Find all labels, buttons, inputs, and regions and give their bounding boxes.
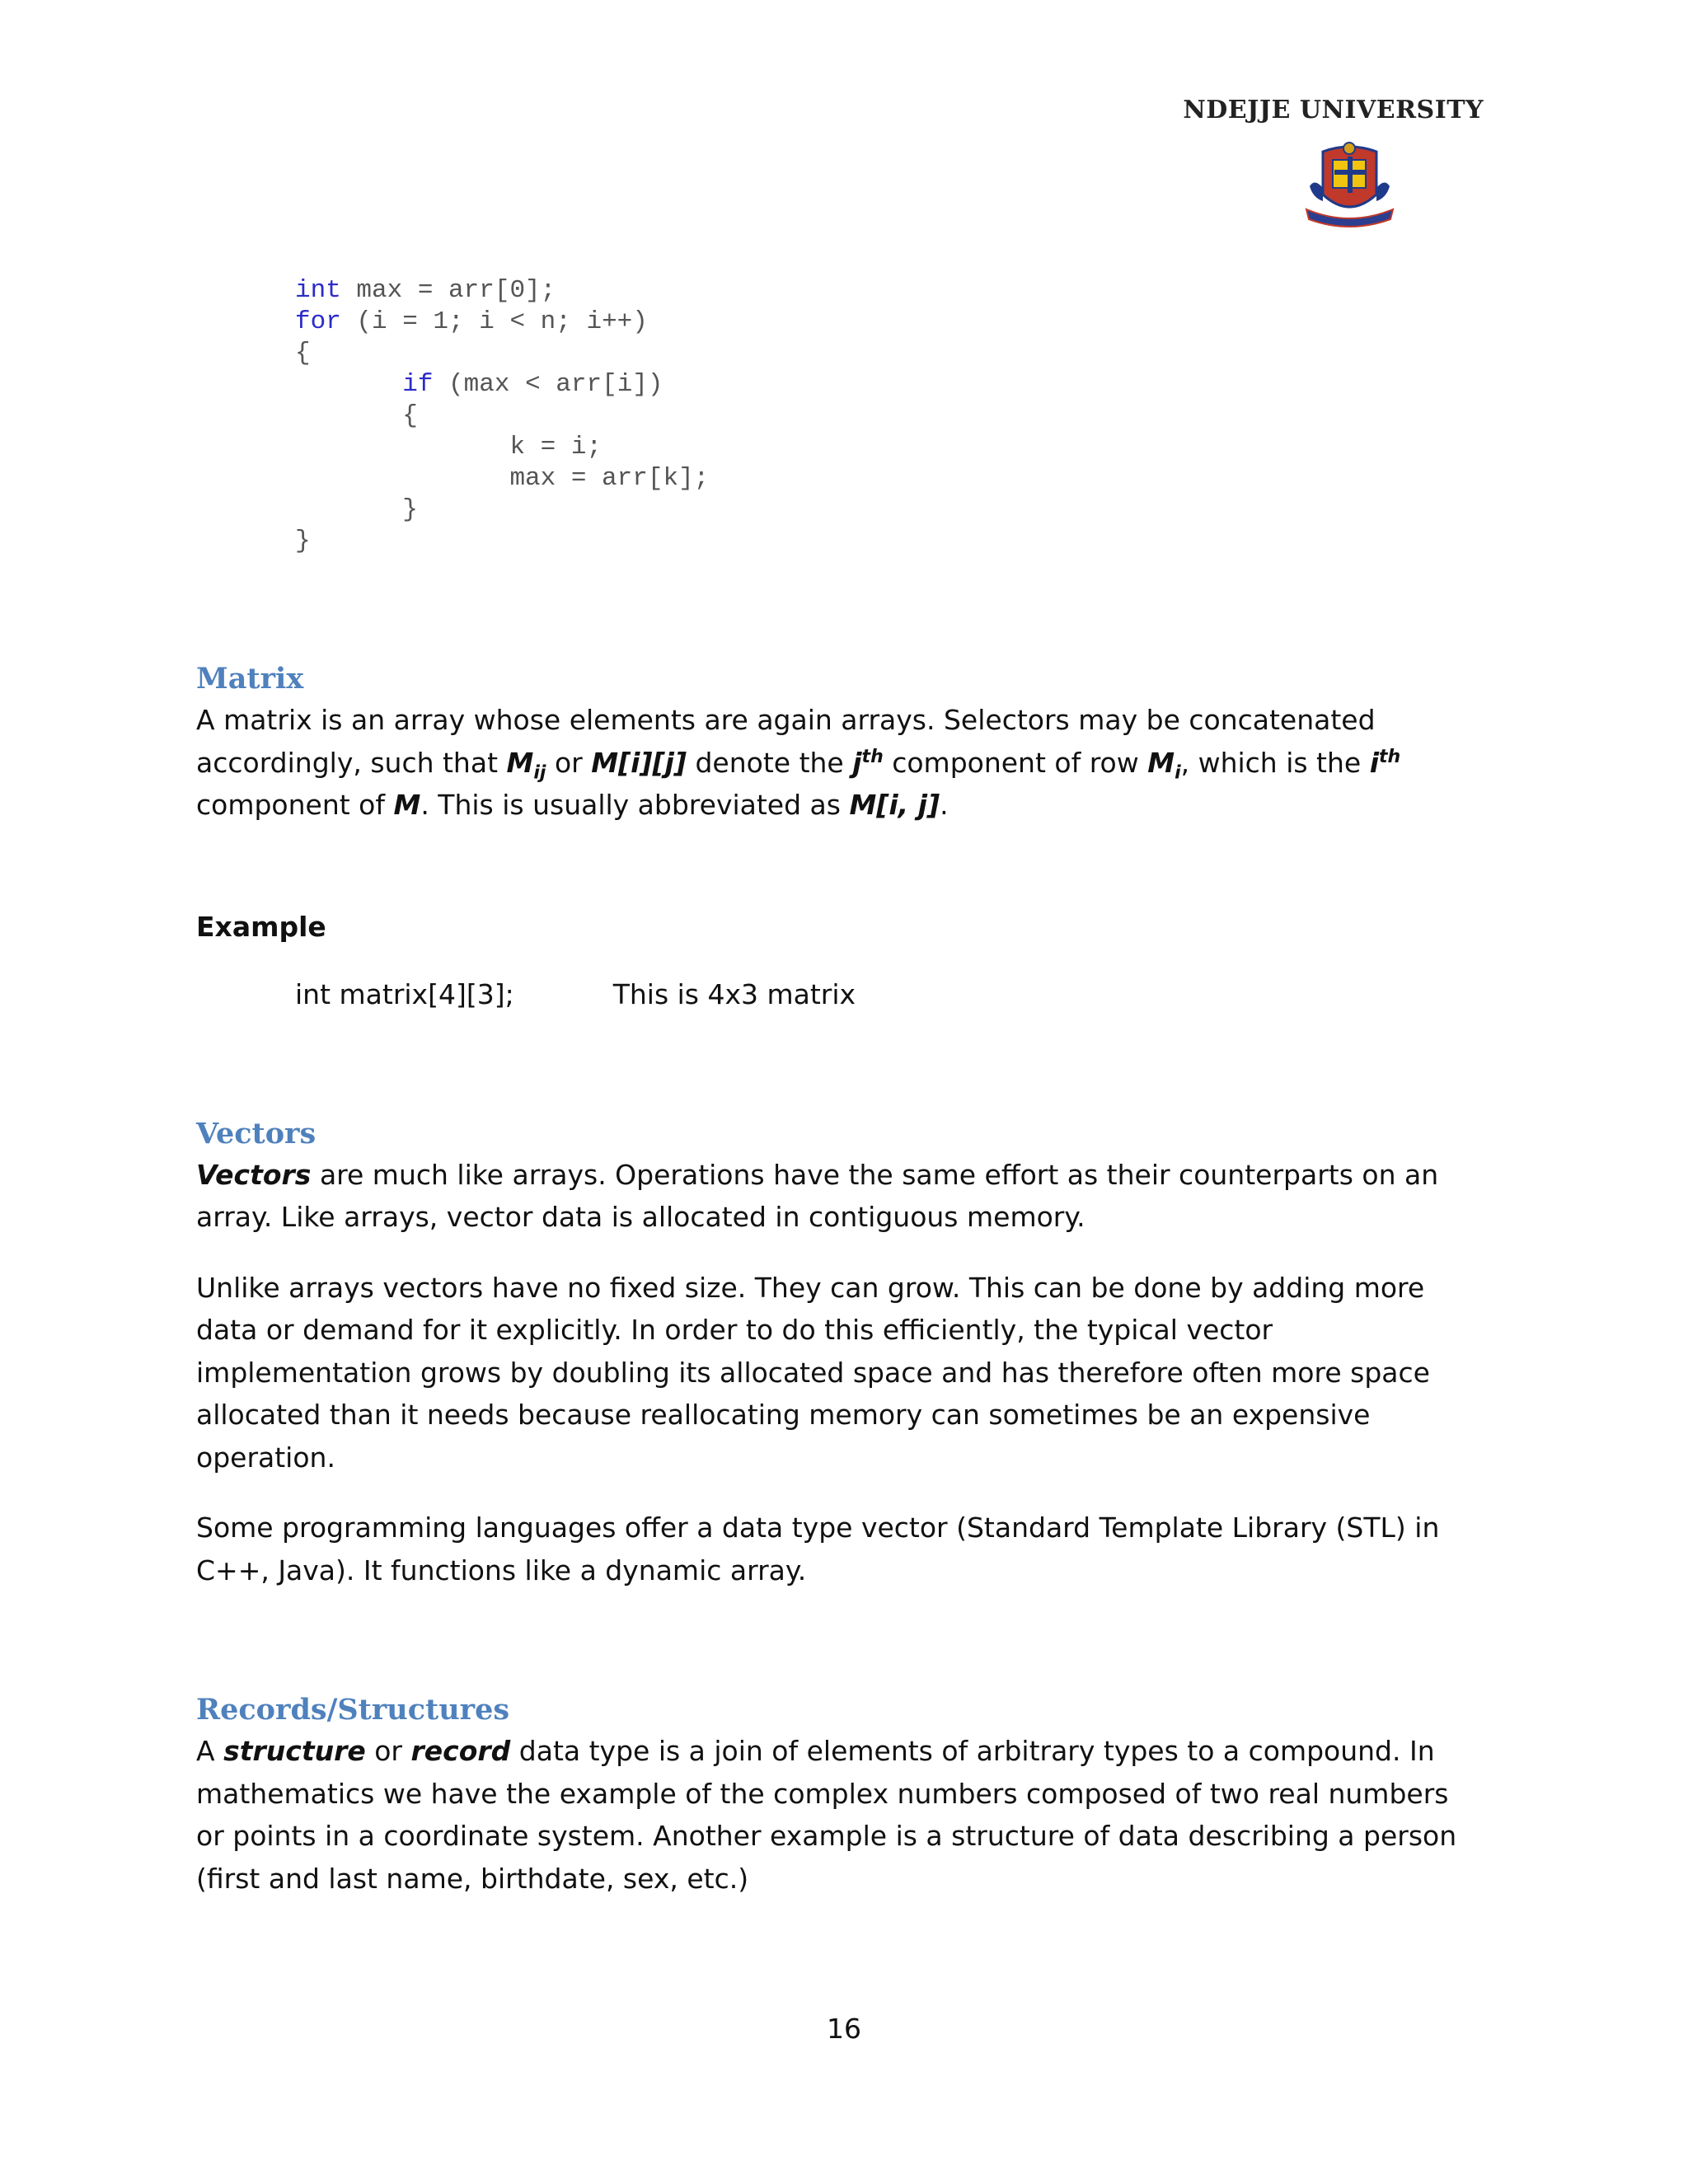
matrix-heading: Matrix [196,662,304,696]
code-block [295,275,709,557]
code-line: } [295,527,311,555]
code-line: { [295,339,311,368]
code-indent [295,370,402,399]
example-line [196,973,1482,1016]
vectors-paragraph-3: Some programming languages offer a data type vector (Standard Template Library (STL) in C++, Java). It functions like a dynamic array. [196,1511,1440,1586]
code-line: k = i; [295,433,603,462]
code-line: (i = 1; i < n; i++) [340,307,648,336]
keyword-int: int [295,276,341,305]
code-line: { [295,401,418,430]
vectors-heading: Vectors [196,1116,316,1151]
example-code: int matrix[4][3]; [295,978,514,1010]
university-crest-logo [1298,137,1401,236]
code-line: } [295,495,418,524]
code-line: (max < arr[i]) [433,370,663,399]
example-label: Example [196,910,326,943]
matrix-paragraph: A matrix is an array whose elements are again arrays. Selectors may be concatenated accordingly, such that $M_{ij}$ or M[i][j] denote the $j^{th}$ component of row $M_i$, which is the $i^{th}$ component of M. This is usually abbreviated as M[i, j]. [196,704,1401,821]
page-number: 16 [827,2013,861,2045]
records-paragraph: A structure or record data type is a join of elements of arbitrary types to a compound. In mathematics we have the example of the complex numbers composed of two real numbers or points in a coordinate system. Another example is a structure of data describing a person (first and last name, birthdate, sex, etc.) [196,1735,1457,1895]
vectors-paragraph-1: Vectors are much like arrays. Operations have the same effort as their counterparts on an array. Like arrays, vector data is allocated in contiguous memory. [196,1158,1439,1233]
vectors-paragraph-2: Unlike arrays vectors have no fixed size. They can grow. This can be done by adding more data or demand for it explicitly. In order to do this efficiently, the typical vector implementation grows by doubling its allocated space and has therefore often more space allocated than it needs because reallocating memory can sometimes be an expensive operation. [196,1271,1430,1474]
code-line: max = arr[k]; [295,464,710,493]
document-body [196,659,1482,1900]
keyword-for: for [295,307,341,336]
code-line: max = arr[0]; [340,276,556,305]
university-name: NDEJJE UNIVERSITY [1183,96,1484,124]
keyword-if: if [402,370,434,399]
records-heading: Records/Structures [196,1693,510,1727]
example-description: This is 4x3 matrix [612,978,856,1010]
